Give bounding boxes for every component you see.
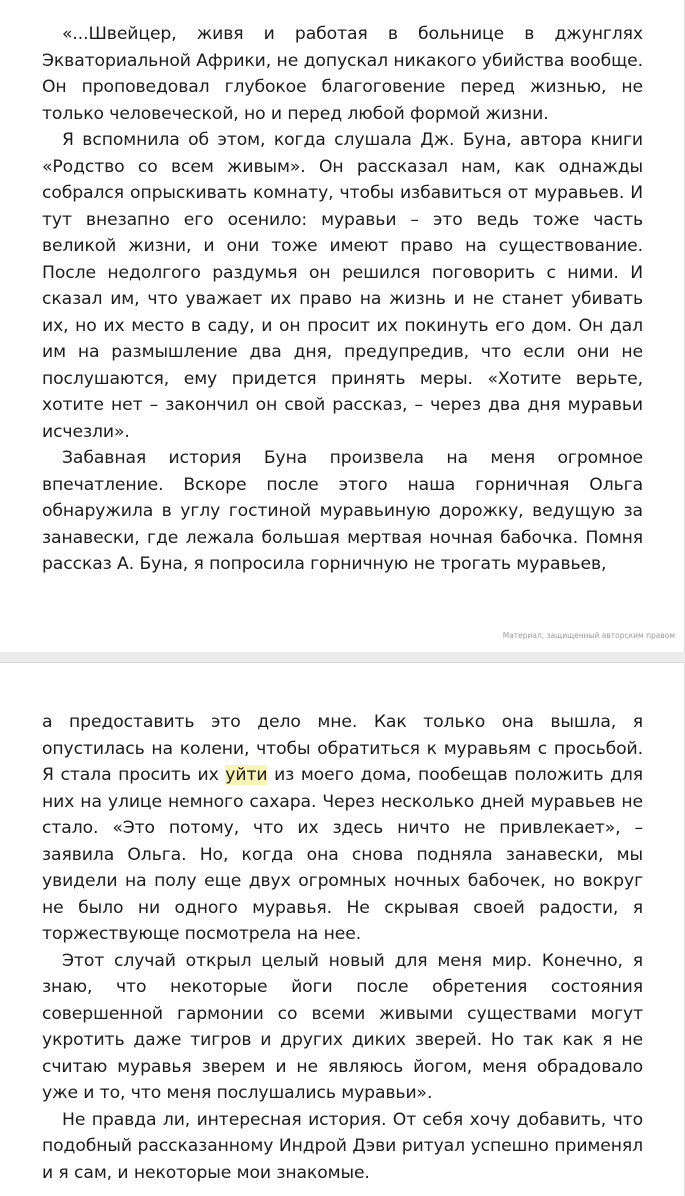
page-separator xyxy=(0,652,685,662)
paragraph-author-note: Не правда ли, интересная история. От себя хочу добавить, что подобный рассказанному Индрой Дэви ритуал успешно применял и я сам, и некоторые мои знакомые. xyxy=(42,1109,643,1183)
paragraph-continuation-end: из моего дома, пообещав положить для них на улице немного сахара. Через несколько дней муравьев не стало. «Это потому, что их здесь ничто не привлекает», – заявила Ольга. Но, когда она снова подняла занавески, мы увидели на полу еще двух огромных ночных бабочек, но вокруг не было ни одного муравья. Не скрывая своей радости, я торжествующе посмотрела на нее. xyxy=(42,765,643,944)
copyright-watermark: Материал, защищенный авторским правом xyxy=(502,631,675,640)
paragraph-continuation xyxy=(42,709,643,948)
book-page-bottom xyxy=(0,662,685,1196)
paragraph-maid-olga: Забавная история Буна произвела на меня огромное впечатление. Вскоре после этого наша горничная Ольга обнаружила в углу гостиной муравьиную дорожку, ведущую за занавески, где лежала большая мертвая ночная бабочка. Помня рассказ А. Буна, я попросила горничную не трогать муравьев, xyxy=(42,448,643,574)
paragraph-continuation-start: а предоставить это дело мне. Как только она вышла, я опустилась на колени, чтобы обратиться к муравьям с просьбой. Я стала просить их xyxy=(42,712,643,785)
paragraph-new-world: Этот случай открыл целый новый для меня мир. Конечно, я знаю, что некоторые йоги после обретения состояния совершенной гармонии со всеми живыми существами могут укротить даже тигров и других диких зверей. Но так как я не считаю муравья зверем и не являюсь йогом, меня обрадовало уже и то, что меня послушались муравьи». xyxy=(42,950,643,1103)
paragraph-schweitzer: «...Швейцер, живя и работая в больнице в джунглях Экваториальной Африки, не допускал никакого убийства вообще. Он проповедовал глубокое благоговение перед жизнью, не только человеческой, но и перед любой формой жизни. xyxy=(42,24,643,124)
highlighted-word[interactable]: уйти xyxy=(225,765,268,785)
paragraph-boone-story: Я вспомнила об этом, когда слушала Дж. Буна, автора книги «Родство со всем живым». Он рассказал нам, как однажды собрался опрыскивать комнату, чтобы избавиться от муравьев. И тут внезапно его осенило: муравьи – это ведь тоже часть великой жизни, и они тоже имеют право на существование. После недолгого раздумья он решился поговорить с ними. И сказал им, что уважает их право на жизнь и не станет убивать их, но их место в саду, и он просит их покинуть его дом. Он дал им на размышление два дня, предупредив, что если они не послушаются, ему придется принять меры. «Хотите верьте, хотите нет – закончил он свой рассказ, – через два дня муравьи исчезли». xyxy=(42,130,643,442)
